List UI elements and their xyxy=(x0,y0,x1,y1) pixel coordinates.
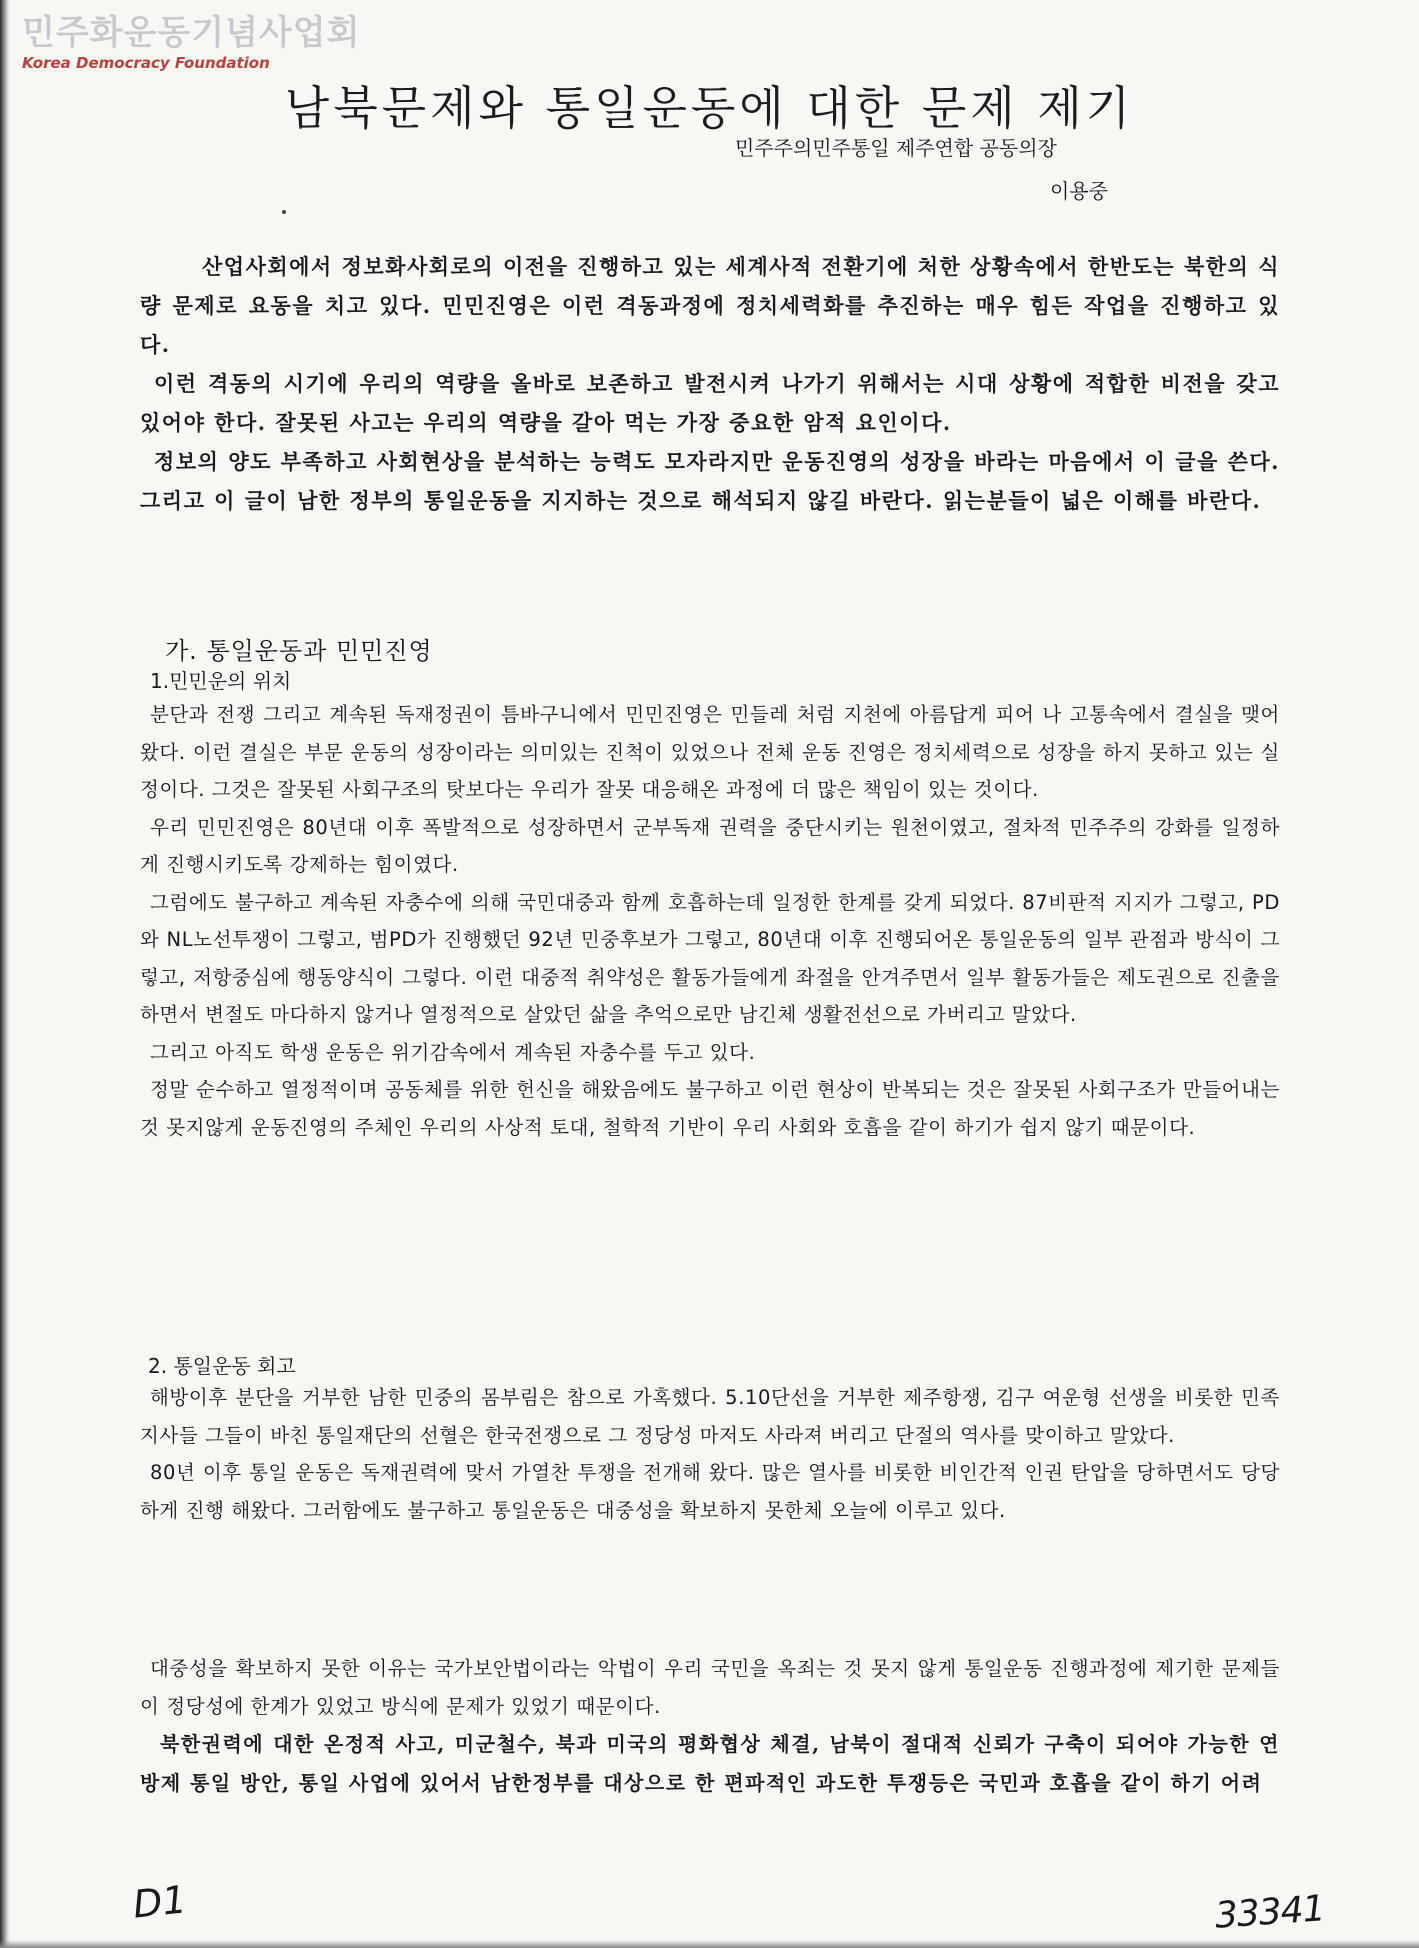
subsection-3 xyxy=(140,1650,1280,1803)
intro-paragraph-2: 이런 격동의 시기에 우리의 역량을 올바로 보존하고 발전시켜 나가기 위해서는 시대 상황에 적합한 비전을 갖고 있어야 한다. 잘못된 사고는 우리의 역량을 갈아 먹는 가장 중요한 암적 요인이다. xyxy=(140,371,1280,435)
subsection-1 xyxy=(140,665,1280,1146)
watermark-korean: 민주화운동기념사업회 xyxy=(22,13,361,53)
subsection-1-paragraph-5: 정말 순수하고 열정적이며 공동체를 위한 헌신을 해왔음에도 불구하고 이런 현상이 반복되는 것은 잘못된 사회구조가 만들어내는 것 못지않게 운동진영의 주체인 우리의 사상적 토대, 철학적 기반이 우리 사회와 호흡을 같이 하기가 쉽지 않기 때문이다. xyxy=(140,1078,1280,1139)
subsection-1-paragraph-2: 우리 민민진영은 80년대 이후 폭발적으로 성장하면서 군부독재 권력을 중단시키는 원천이였고, 절차적 민주주의 강화를 일정하게 진행시키도록 강제하는 힘이였다. xyxy=(140,815,1280,876)
section-heading: 가. 통일운동과 민민진영 xyxy=(165,637,433,665)
author-organization: 민주주의민주통일 제주연합 공동의장 xyxy=(735,136,1057,160)
scan-edge-left xyxy=(0,0,10,1948)
scan-edge-bottom xyxy=(0,1940,1419,1948)
subsection-1-paragraph-3: 그럼에도 불구하고 계속된 자충수에 의해 국민대중과 함께 호흡하는데 일정한 한계를 갖게 되었다. 87비판적 지지가 그렇고, PD와 NL노선투쟁이 그렇고, 범PD가 진행했던 92년 민중후보가 그렇고, 80년대 이후 진행되어온 통일운동의 일부 관점과 방식이 그렇고, 저항중심에 행동양식이 그렇다. 이런 대중적 취약성은 활동가들에게 좌절을 안겨주면서 일부 활동가들은 제도권으로 진출을 하면서 변절도 마다하지 않거나 열정적으로 살았던 삶을 추억으로만 남긴체 생활전선으로 가버리고 말았다. xyxy=(140,890,1280,1026)
subsection-3-bold-paragraph: 북한권력에 대한 온정적 사고, 미군철수, 북과 미국의 평화협상 체결, 남북이 절대적 신뢰가 구축이 되어야 가능한 연방제 통일 방안, 통일 사업에 있어서 남한정부를 대상으로 한 편파적인 과도한 투쟁등은 국민과 호흡을 같이 하기 어려 xyxy=(140,1732,1280,1795)
document-title: 남북문제와 통일운동에 대한 문제 제기 xyxy=(284,81,1135,135)
subsection-1-heading: 1.민민운의 위치 xyxy=(150,669,292,693)
subsection-2-heading: 2. 통일운동 회고 xyxy=(148,1354,296,1378)
subsection-3-paragraph: 대중성을 확보하지 못한 이유는 국가보안법이라는 악법이 우리 국민을 옥죄는 것 못지 않게 통일운동 진행과정에 제기한 문제들이 정당성에 한계가 있었고 방식에 문제가 있었기 때문이다. xyxy=(140,1657,1280,1718)
author-name: 이용중 xyxy=(1050,179,1108,203)
author-block xyxy=(735,132,1255,204)
subsection-2-paragraph-2: 80년 이후 통일 운동은 독재권력에 맞서 가열찬 투쟁을 전개해 왔다. 많은 열사를 비롯한 비인간적 인권 탄압을 당하면서도 당당하게 진행 해왔다. 그러함에도 불구하고 통일운동은 대중성을 확보하지 못한체 오늘에 이루고 있다. xyxy=(140,1461,1280,1522)
subsection-1-paragraph-4: 그리고 아직도 학생 운동은 위기감속에서 계속된 자충수를 두고 있다. xyxy=(150,1040,756,1064)
subsection-2 xyxy=(140,1350,1280,1529)
scan-speck xyxy=(282,210,286,214)
subsection-1-paragraph-1: 분단과 전쟁 그리고 계속된 독재정권이 틈바구니에서 민민진영은 민들레 처럼 지천에 아름답게 피어 나 고통속에서 결실을 맺어왔다. 이런 결실은 부문 운동의 성장이라는 의미있는 진척이 있었으나 전체 운동 진영은 정치세력으로 성장을 하지 못하고 있는 실정이다. 그것은 잘못된 사회구조의 탓보다는 우리가 잘못 대응해온 과정에 더 많은 책임이 있는 것이다. xyxy=(140,703,1280,801)
intro-paragraph-3: 정보의 양도 부족하고 사회현상을 분석하는 능력도 모자라지만 운동진영의 성장을 바라는 마음에서 이 글을 쓴다. 그리고 이 글이 남한 정부의 통일운동을 지지하는 것으로 해석되지 않길 바란다. 읽는분들이 넓은 이해를 바란다. xyxy=(140,449,1280,513)
handwritten-archive-number: 33341 xyxy=(1213,1888,1326,1937)
subsection-2-paragraph-1: 해방이후 분단을 거부한 남한 민중의 몸부림은 참으로 가혹했다. 5.10단선을 거부한 제주항쟁, 김구 여운형 선생을 비롯한 민족지사들 그들이 바친 통일재단의 선혈은 한국전쟁으로 그 정당성 마저도 사라져 버리고 단절의 역사를 맞이하고 말았다. xyxy=(140,1386,1280,1447)
foundation-watermark xyxy=(22,14,360,72)
intro-section xyxy=(140,247,1280,520)
handwritten-page-mark: D1 xyxy=(130,1877,189,1927)
watermark-english: Korea Democracy Foundation xyxy=(22,54,270,72)
intro-paragraph-1: 산업사회에서 정보화사회로의 이전을 진행하고 있는 세계사적 전환기에 처한 상황속에서 한반도는 북한의 식량 문제로 요동을 치고 있다. 민민진영은 이런 격동과정에 정치세력화를 추진하는 매우 힘든 작업을 진행하고 있다. xyxy=(140,254,1280,357)
